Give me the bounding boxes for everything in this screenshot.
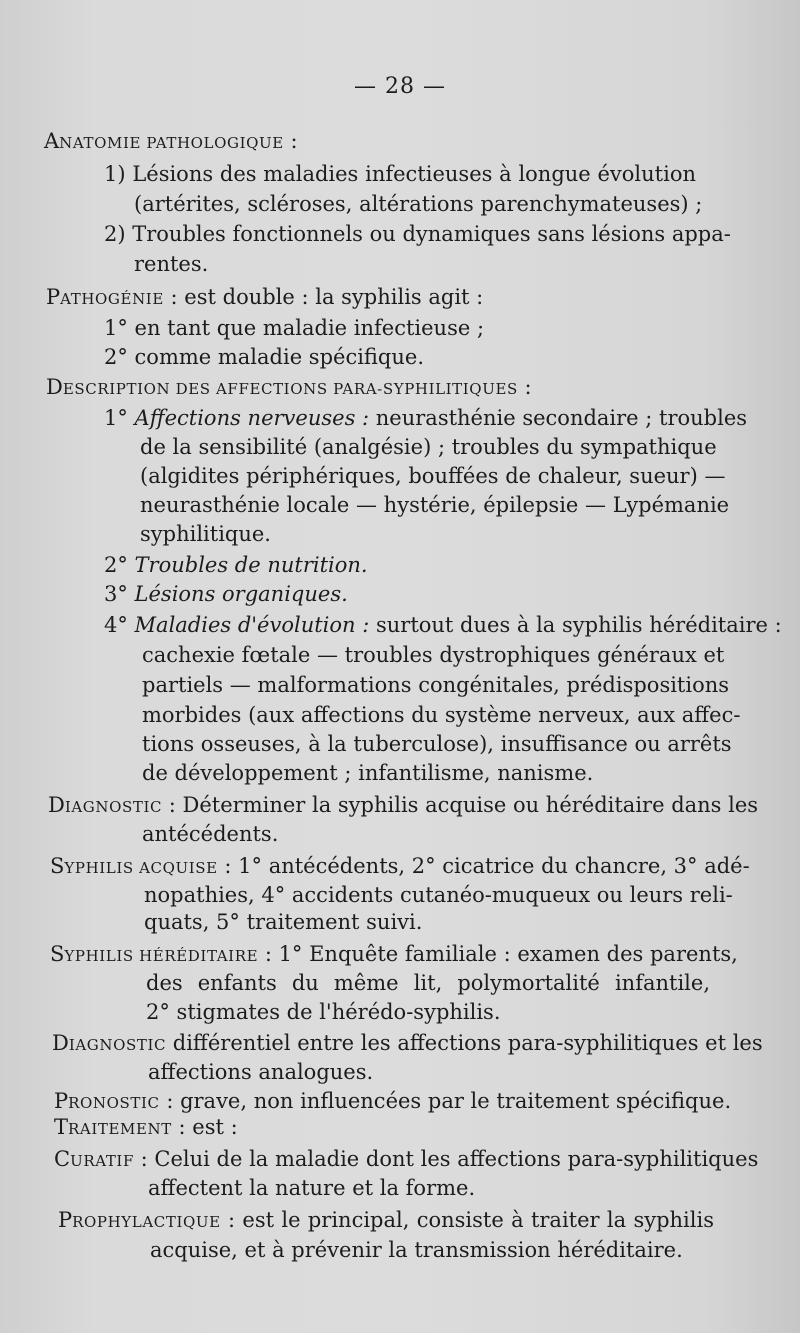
initial-capital: D [48, 793, 65, 817]
heading-description [46, 372, 532, 402]
text-line [144, 907, 422, 937]
text-line [104, 342, 424, 372]
text-run: : est le principal, consiste à traiter la syphilis [220, 1208, 714, 1232]
initial-capital: C [54, 1147, 71, 1171]
text-run: nopathies, 4° accidents cutanéo-muqueux ou leurs reli- [144, 883, 733, 907]
text-run: neurasthénie secondaire ; troubles [369, 406, 748, 430]
heading-pathogenie [46, 282, 483, 312]
text-line [142, 640, 725, 670]
initial-capital: D [52, 1031, 69, 1055]
section-label [50, 942, 258, 966]
text-run: (algidites périphériques, bouffées de chaleur, sueur) — [140, 464, 726, 488]
text-run: : [283, 129, 298, 153]
text-line [140, 432, 717, 462]
initial-capital: P [58, 1208, 73, 1232]
heading-diagnostic [48, 790, 759, 820]
text-run: 2° stigmates de l'hérédo-syphilis. [146, 1000, 501, 1024]
text-run: surtout dues à la syphilis héréditaire : [369, 613, 782, 637]
heading-syphilis-hereditaire [50, 939, 738, 969]
text-run: 4° [104, 613, 135, 637]
small-caps-label: YPHILIS ACQUISE [64, 859, 218, 877]
page-number: — 28 — [354, 74, 446, 99]
text-run: : [517, 375, 532, 399]
text-run: tions osseuses, à la tuberculose), insuffisance ou arrêts [142, 732, 732, 756]
small-caps-label: IAGNOSTIC [68, 1036, 167, 1054]
italic-term: Troubles de nutrition. [134, 553, 368, 577]
section-label [54, 1115, 172, 1139]
small-caps-label: RAITEMENT [68, 1120, 172, 1138]
text-run: affectent la nature et la forme. [148, 1176, 476, 1200]
text-line [140, 519, 271, 549]
section-label [54, 1089, 160, 1113]
text-run: : Déterminer la syphilis acquise ou héréditaire dans les [162, 793, 759, 817]
initial-capital: P [46, 285, 61, 309]
text-run: 1) Lésions des maladies infectieuses à longue évolution [104, 162, 696, 186]
small-caps-label: URATIF [70, 1152, 134, 1170]
italic-term: Maladies d'évolution : [134, 613, 370, 637]
heading-anatomie-pathologique [44, 126, 298, 156]
text-line [104, 579, 348, 609]
section-label [46, 375, 518, 399]
small-caps-label: ROPHYLACTIQUE [72, 1213, 221, 1231]
text-line [134, 249, 208, 279]
text-run: : est : [171, 1115, 238, 1139]
text-line [142, 729, 732, 759]
small-caps-label: ESCRIPTION DES AFFECTIONS PARA-SYPHILITIQUES [62, 380, 518, 398]
italic-term: Lésions organiques. [134, 582, 348, 606]
initial-capital: A [44, 129, 60, 153]
text-run: rentes. [134, 252, 209, 276]
text-run: cachexie fœtale — troubles dystrophiques généraux et [142, 643, 725, 667]
initial-capital: S [50, 942, 65, 966]
heading-curatif [54, 1144, 759, 1174]
text-run: 1° [104, 406, 135, 430]
initial-capital: P [54, 1089, 69, 1113]
text-run: acquise, et à prévenir la transmission héréditaire. [150, 1238, 683, 1262]
text-line [104, 313, 484, 343]
text-line [142, 700, 741, 730]
text-line [104, 159, 696, 189]
text-run: quats, 5° traitement suivi. [144, 910, 423, 934]
text-run: : 1° Enquête familiale : examen des parents, [258, 942, 738, 966]
small-caps-label: ATHOGÉNIE [60, 290, 164, 308]
text-run: antécédents. [142, 822, 279, 846]
text-line [104, 550, 368, 580]
section-label [44, 129, 284, 153]
section-label [48, 793, 162, 817]
text-line [104, 219, 731, 249]
text-line [142, 819, 278, 849]
text-line [104, 610, 782, 640]
text-line [104, 403, 748, 433]
text-line [144, 880, 733, 910]
text-line [150, 1235, 683, 1265]
small-caps-label: IAGNOSTIC [64, 798, 163, 816]
italic-term: Affections nerveuses : [134, 406, 370, 430]
text-run: (artérites, scléroses, altérations parenchymateuses) ; [134, 192, 703, 216]
initial-capital: S [50, 854, 65, 878]
text-run: 2° comme maladie spécifique. [104, 345, 425, 369]
text-run: de développement ; infantilisme, nanisme. [142, 761, 594, 785]
text-line [142, 758, 593, 788]
heading-syphilis-acquise [50, 851, 750, 881]
text-run: différentiel entre les affections para-syphilitiques et les [166, 1031, 763, 1055]
heading-traitement [54, 1112, 238, 1142]
section-label [50, 854, 218, 878]
text-line [140, 490, 730, 520]
text-run: : Celui de la maladie dont les affections para-syphilitiques [133, 1147, 759, 1171]
small-caps-label: RONOSTIC [68, 1094, 160, 1112]
section-label [52, 1031, 166, 1055]
text-run: 1° en tant que maladie infectieuse ; [104, 316, 485, 340]
text-line [142, 670, 730, 700]
initial-capital: D [46, 375, 63, 399]
text-run: partiels — malformations congénitales, prédispositions [142, 673, 730, 697]
text-run: morbides (aux affections du système nerveux, aux affec- [142, 703, 741, 727]
text-line [146, 997, 501, 1027]
small-caps-label: NATOMIE PATHOLOGIQUE [59, 134, 284, 152]
text-run: affections analogues. [148, 1060, 374, 1084]
text-run: 2° [104, 553, 135, 577]
heading-prophylactique [58, 1205, 714, 1235]
text-run: 2) Troubles fonctionnels ou dynamiques sans lésions appa- [104, 222, 731, 246]
text-run: : est double : la syphilis agit : [163, 285, 484, 309]
text-run: : grave, non influencées par le traitement spécifique. [159, 1089, 732, 1113]
initial-capital: T [54, 1115, 69, 1139]
section-label [54, 1147, 134, 1171]
section-label [58, 1208, 221, 1232]
text-run: syphilitique. [140, 522, 271, 546]
text-run: 3° [104, 582, 135, 606]
text-run: de la sensibilité (analgésie) ; troubles du sympathique [140, 435, 717, 459]
text-run: neurasthénie locale — hystérie, épilepsie — Lypémanie [140, 493, 730, 517]
text-line [148, 1173, 475, 1203]
small-caps-label: YPHILIS HÉRÉDITAIRE [64, 947, 259, 965]
text-line [148, 1057, 373, 1087]
text-line [134, 189, 702, 219]
section-label [46, 285, 164, 309]
heading-diagnostic-differentiel [52, 1028, 763, 1058]
text-line [146, 968, 710, 998]
text-line [140, 461, 726, 491]
text-run: des enfants du même lit, polymortalité infantile, [146, 971, 710, 995]
text-run: : 1° antécédents, 2° cicatrice du chancre, 3° adé- [217, 854, 750, 878]
